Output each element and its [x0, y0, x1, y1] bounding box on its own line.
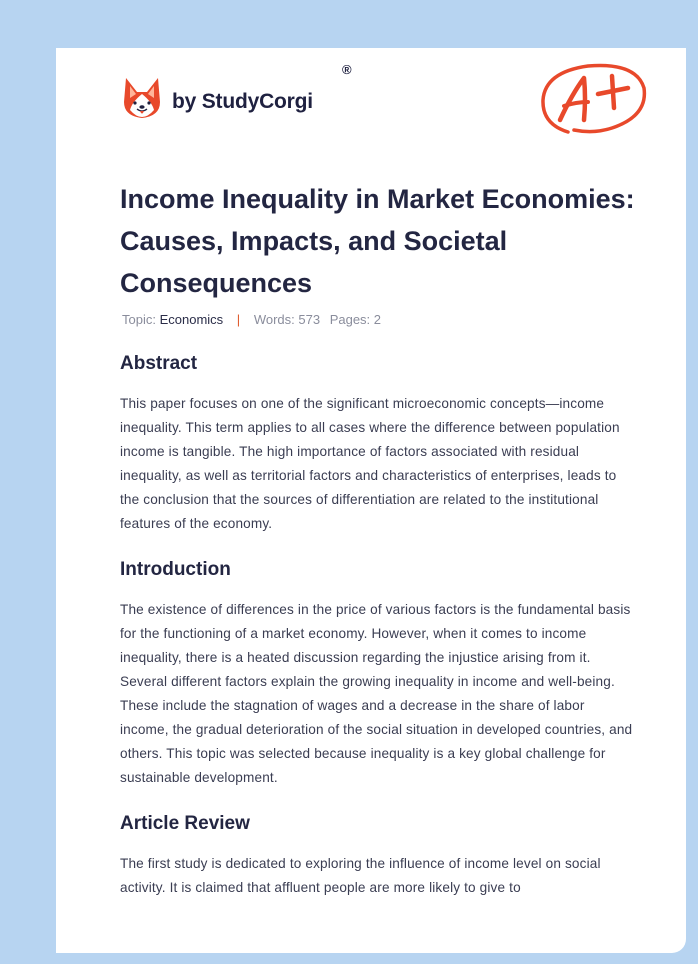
document-card	[56, 48, 686, 953]
section-paragraph: The existence of differences in the price of various factors is the fundamental basis for the functioning of a market economy. However, when it comes to income inequality, there is a heated discussion regarding the injustice arising from it. Several different factors explain the growing inequality in income and well-being. These include the stagnation of wages and a decrease in the share of labor income, the gradual deterioration of the social situation in developed countries, and others. This topic was selected because inequality is a key global challenge for sustainable development.	[120, 602, 633, 785]
a-plus-grade-icon	[538, 58, 648, 140]
section-paragraph: The first study is dedicated to exploring the influence of income level on social activity. It is claimed that affluent people are more likely to give to	[120, 856, 601, 895]
section-abstract	[120, 350, 636, 536]
word-count: Words: 573	[253, 312, 321, 327]
section-introduction	[120, 556, 636, 790]
topic-link[interactable]: Economics	[159, 312, 224, 327]
section-paragraph: This paper focuses on one of the significant microeconomic concepts—income inequality. This term applies to all cases where the difference between population income is tangible. The high importance of factors associated with residual inequality, as well as territorial factors and characteristics of enterprises, leads to the conclusion that the sources of differentiation are related to the institutional features of the economy.	[120, 396, 620, 531]
document-meta	[122, 312, 381, 327]
page-count: Pages: 2	[329, 312, 382, 327]
meta-separator: |	[236, 312, 241, 327]
studycorgi-logo[interactable]	[122, 76, 313, 120]
brand-name: by StudyCorgi	[172, 90, 313, 113]
topic-label: Topic:	[122, 312, 156, 327]
document-body	[120, 350, 636, 920]
section-heading: Abstract	[120, 353, 198, 374]
registered-mark: ®	[342, 62, 352, 77]
page-title: Income Inequality in Market Economies: Causes, Impacts, and Societal Consequences	[120, 184, 635, 298]
corgi-icon	[122, 76, 162, 120]
section-heading: Article Review	[120, 813, 250, 834]
section-article-review	[120, 810, 636, 900]
section-heading: Introduction	[120, 559, 231, 580]
